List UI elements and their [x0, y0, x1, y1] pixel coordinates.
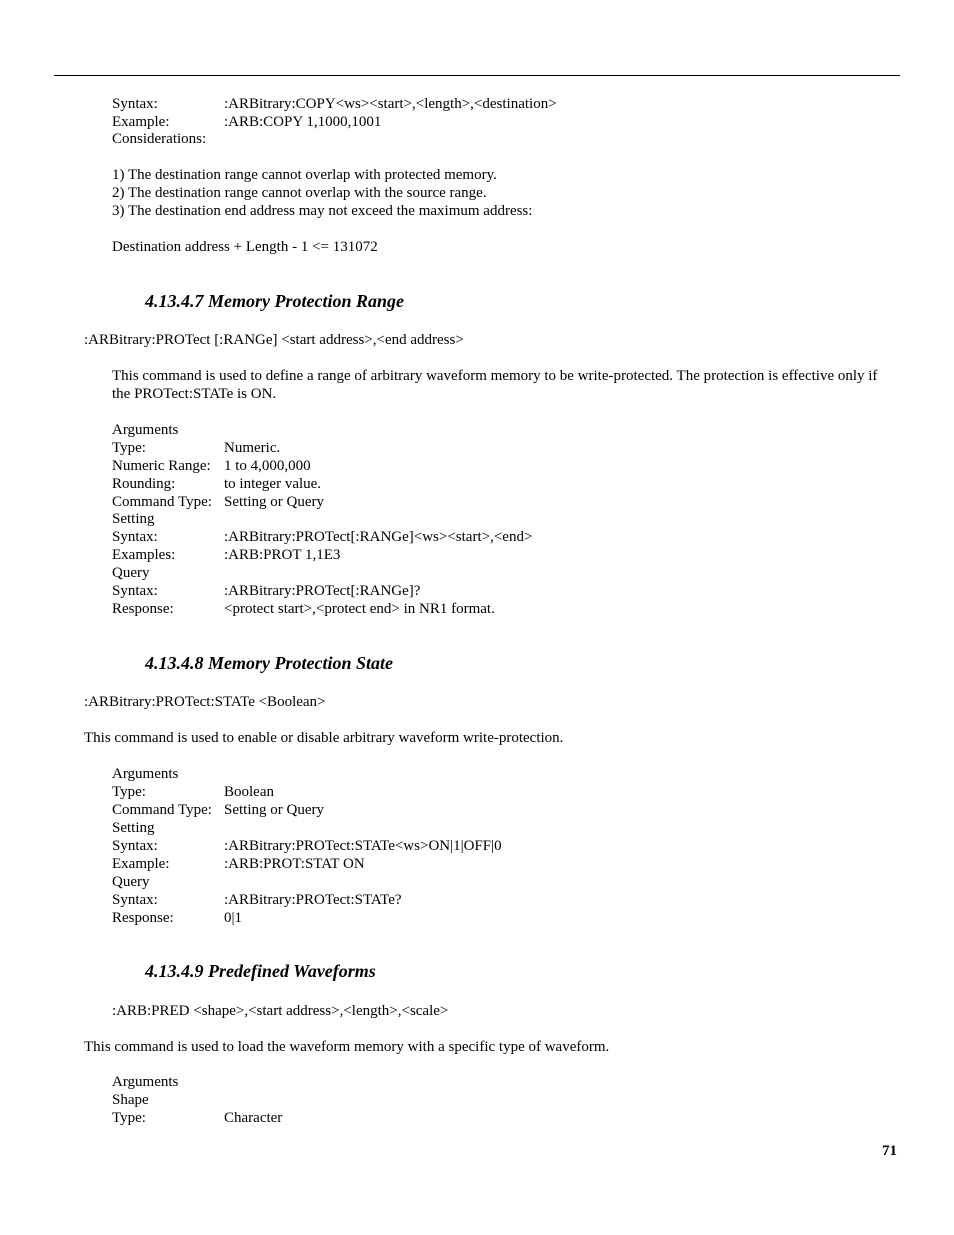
section-heading-predefined-waveforms: 4.13.4.9 Predefined Waveforms — [145, 961, 376, 981]
query-label: Query — [112, 874, 150, 890]
query-response-label: Response: — [112, 910, 174, 926]
arg-range-value: 1 to 4,000,000 — [224, 458, 311, 474]
command-description: This command is used to enable or disable arbitrary waveform write-protection. — [84, 730, 564, 746]
copy-example-value: :ARB:COPY 1,1000,1001 — [224, 114, 382, 130]
arg-type-label: Type: — [112, 1110, 146, 1126]
setting-syntax-label: Syntax: — [112, 838, 158, 854]
query-label: Query — [112, 565, 150, 581]
query-response-value: 0|1 — [224, 910, 243, 926]
section-heading-memory-protection-state: 4.13.4.8 Memory Protection State — [145, 653, 393, 673]
copy-example-label: Example: — [112, 114, 170, 130]
setting-syntax-value: :ARBitrary:PROTect:STATe<ws>ON|1|OFF|0 — [224, 838, 502, 854]
query-response-value: <protect start>,<protect end> in NR1 format. — [224, 601, 495, 617]
setting-label: Setting — [112, 820, 155, 836]
query-syntax-value: :ARBitrary:PROTect[:RANGe]? — [224, 583, 421, 599]
copy-formula: Destination address + Length - 1 <= 131072 — [112, 239, 378, 255]
command-syntax: :ARBitrary:PROTect:STATe <Boolean> — [84, 694, 326, 710]
setting-example-value: :ARB:PROT:STAT ON — [224, 856, 365, 872]
arg-rounding-label: Rounding: — [112, 476, 176, 492]
command-syntax: :ARB:PRED <shape>,<start address>,<length>,<scale> — [112, 1003, 449, 1019]
arg-type-value: Numeric. — [224, 440, 281, 456]
command-description: This command is used to define a range of arbitrary waveform memory to be write-protected. The protection is effective only if the PROTect:STATe is ON. — [112, 368, 878, 402]
setting-example-label: Example: — [112, 856, 170, 872]
arg-type-label: Type: — [112, 440, 146, 456]
command-syntax: :ARBitrary:PROTect [:RANGe] <start address>,<end address> — [84, 332, 464, 348]
query-response-label: Response: — [112, 601, 174, 617]
copy-syntax-value: :ARBitrary:COPY<ws><start>,<length>,<destination> — [224, 96, 557, 112]
setting-syntax-label: Syntax: — [112, 529, 158, 545]
arguments-label: Arguments — [112, 422, 179, 438]
arg-type-value: Character — [224, 1110, 283, 1126]
arguments-label: Arguments — [112, 766, 179, 782]
command-description: This command is used to load the waveform memory with a specific type of waveform. — [84, 1039, 610, 1055]
query-syntax-value: :ARBitrary:PROTect:STATe? — [224, 892, 402, 908]
shape-label: Shape — [112, 1092, 149, 1108]
command-type-value: Setting or Query — [224, 494, 324, 510]
query-syntax-label: Syntax: — [112, 892, 158, 908]
copy-considerations-label: Considerations: — [112, 131, 207, 147]
setting-example-label: Examples: — [112, 547, 176, 563]
command-type-label: Command Type: — [112, 494, 212, 510]
arguments-label: Arguments — [112, 1074, 179, 1090]
copy-syntax-label: Syntax: — [112, 96, 158, 112]
copy-consideration-item: 2) The destination range cannot overlap with the source range. — [112, 185, 487, 201]
arg-type-value: Boolean — [224, 784, 274, 800]
header-rule — [54, 75, 900, 76]
setting-example-value: :ARB:PROT 1,1E3 — [224, 547, 341, 563]
command-type-value: Setting or Query — [224, 802, 324, 818]
copy-consideration-item: 1) The destination range cannot overlap with protected memory. — [112, 167, 497, 183]
section-heading-memory-protection-range: 4.13.4.7 Memory Protection Range — [145, 291, 404, 311]
arg-range-label: Numeric Range: — [112, 458, 211, 474]
command-type-label: Command Type: — [112, 802, 212, 818]
query-syntax-label: Syntax: — [112, 583, 158, 599]
arg-rounding-value: to integer value. — [224, 476, 322, 492]
arg-type-label: Type: — [112, 784, 146, 800]
setting-label: Setting — [112, 511, 155, 527]
setting-syntax-value: :ARBitrary:PROTect[:RANGe]<ws><start>,<end> — [224, 529, 533, 545]
copy-consideration-item: 3) The destination end address may not exceed the maximum address: — [112, 203, 533, 219]
page-number: 71 — [882, 1143, 897, 1159]
